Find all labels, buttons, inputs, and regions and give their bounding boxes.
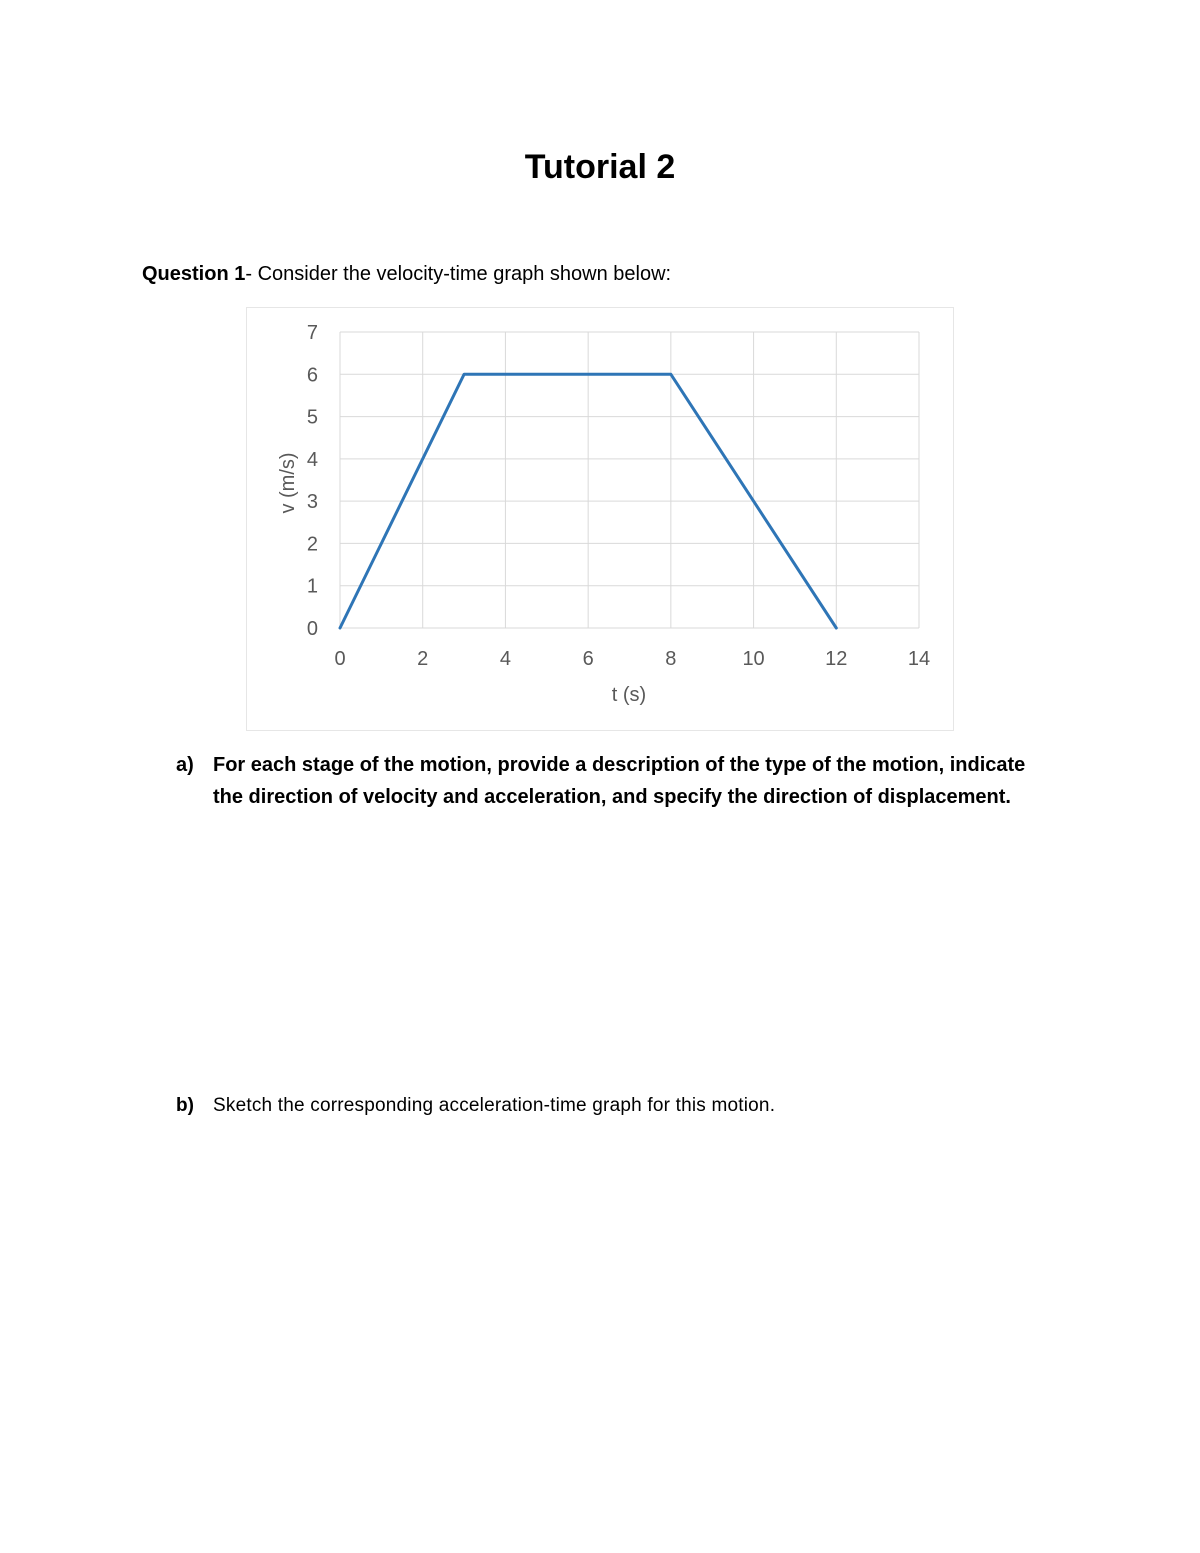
x-tick-label: 8 bbox=[665, 648, 677, 670]
x-tick-label: 10 bbox=[742, 648, 765, 670]
part-b bbox=[176, 1091, 775, 1121]
y-axis-label: v (m/s) bbox=[277, 452, 299, 514]
y-tick-label: 3 bbox=[306, 491, 318, 514]
part-a-marker: a) bbox=[176, 754, 194, 776]
x-tick-label: 6 bbox=[582, 648, 594, 670]
velocity-time-chart bbox=[246, 307, 954, 731]
part-a bbox=[176, 749, 1056, 813]
question-label: Question 1 bbox=[142, 263, 246, 285]
part-b-marker: b) bbox=[176, 1095, 194, 1116]
x-tick-label: 0 bbox=[334, 648, 346, 670]
chart-svg bbox=[246, 307, 954, 731]
y-tick-label: 2 bbox=[306, 533, 318, 556]
y-tick-label: 0 bbox=[306, 618, 318, 640]
chart-area-border bbox=[247, 308, 954, 731]
x-tick-label: 2 bbox=[417, 648, 429, 670]
x-axis-label: t (s) bbox=[611, 684, 647, 706]
question-1 bbox=[142, 259, 671, 289]
y-tick-label: 1 bbox=[306, 575, 318, 598]
part-a-text: For each stage of the motion, provide a description of the type of the motion, indicate the direction of velocity and acceleration, and specify the direction of displacement. bbox=[213, 754, 1026, 808]
part-b-text: Sketch the corresponding acceleration-time graph for this motion. bbox=[213, 1095, 776, 1116]
question-text: - Consider the velocity-time graph shown below: bbox=[245, 263, 672, 285]
x-tick-label: 12 bbox=[825, 648, 848, 670]
y-tick-label: 7 bbox=[306, 322, 318, 344]
x-tick-label: 4 bbox=[499, 648, 511, 670]
y-tick-label: 4 bbox=[306, 448, 318, 471]
x-tick-label: 14 bbox=[907, 648, 931, 670]
y-tick-label: 5 bbox=[306, 406, 318, 429]
page-title: Tutorial 2 bbox=[524, 148, 676, 186]
y-tick-label: 6 bbox=[306, 364, 318, 387]
